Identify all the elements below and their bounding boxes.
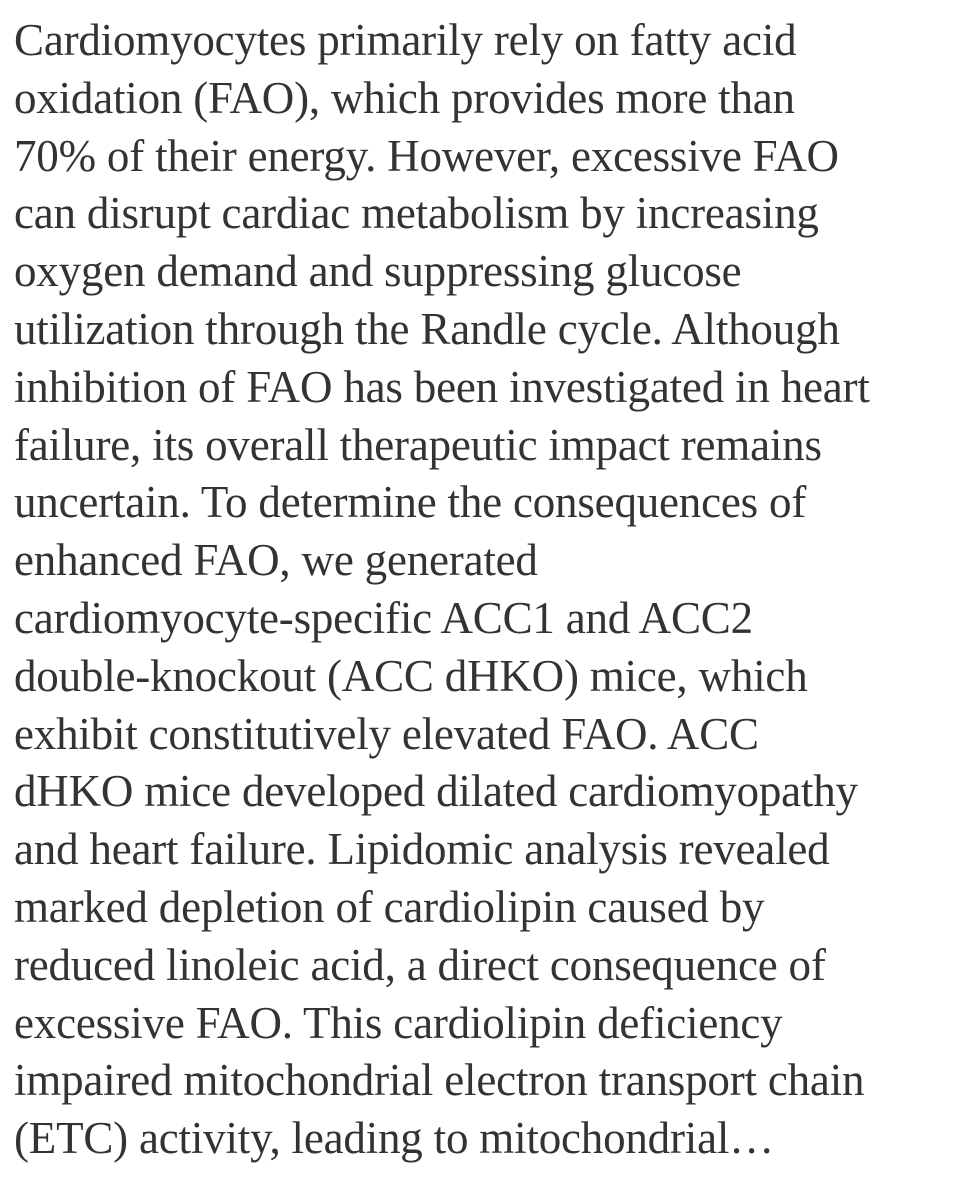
abstract-line: enhanced FAO, we generated — [14, 535, 538, 586]
abstract-line: utilization through the Randle cycle. Although — [14, 303, 840, 354]
abstract-line: uncertain. To determine the consequences of — [14, 477, 807, 528]
abstract-line: (ETC) activity, leading to mitochondrial… — [14, 1113, 774, 1164]
abstract-line: impaired mitochondrial electron transport chain — [14, 1055, 865, 1106]
abstract-line: dHKO mice developed dilated cardiomyopathy — [14, 766, 858, 817]
abstract-line: excessive FAO. This cardiolipin deficiency — [14, 997, 783, 1048]
abstract-line: marked depletion of cardiolipin caused by — [14, 881, 765, 932]
abstract-line: Cardiomyocytes primarily rely on fatty acid — [14, 15, 797, 65]
abstract-line: can disrupt cardiac metabolism by increasing — [14, 188, 819, 239]
abstract-line: cardiomyocyte-specific ACC1 and ACC2 — [14, 592, 753, 643]
abstract-line: inhibition of FAO has been investigated in heart — [14, 361, 870, 412]
abstract-line: reduced linoleic acid, a direct consequence of — [14, 939, 826, 990]
abstract-line: double-knockout (ACC dHKO) mice, which — [14, 650, 808, 701]
abstract-line: failure, its overall therapeutic impact remains — [14, 419, 822, 470]
abstract-line: 70% of their energy. However, excessive FAO — [14, 130, 839, 181]
abstract-line: oxygen demand and suppressing glucose — [14, 246, 742, 297]
abstract-line: exhibit constitutively elevated FAO. ACC — [14, 708, 759, 759]
abstract-line: oxidation (FAO), which provides more than — [14, 72, 795, 123]
abstract-line: and heart failure. Lipidomic analysis revealed — [14, 824, 830, 875]
